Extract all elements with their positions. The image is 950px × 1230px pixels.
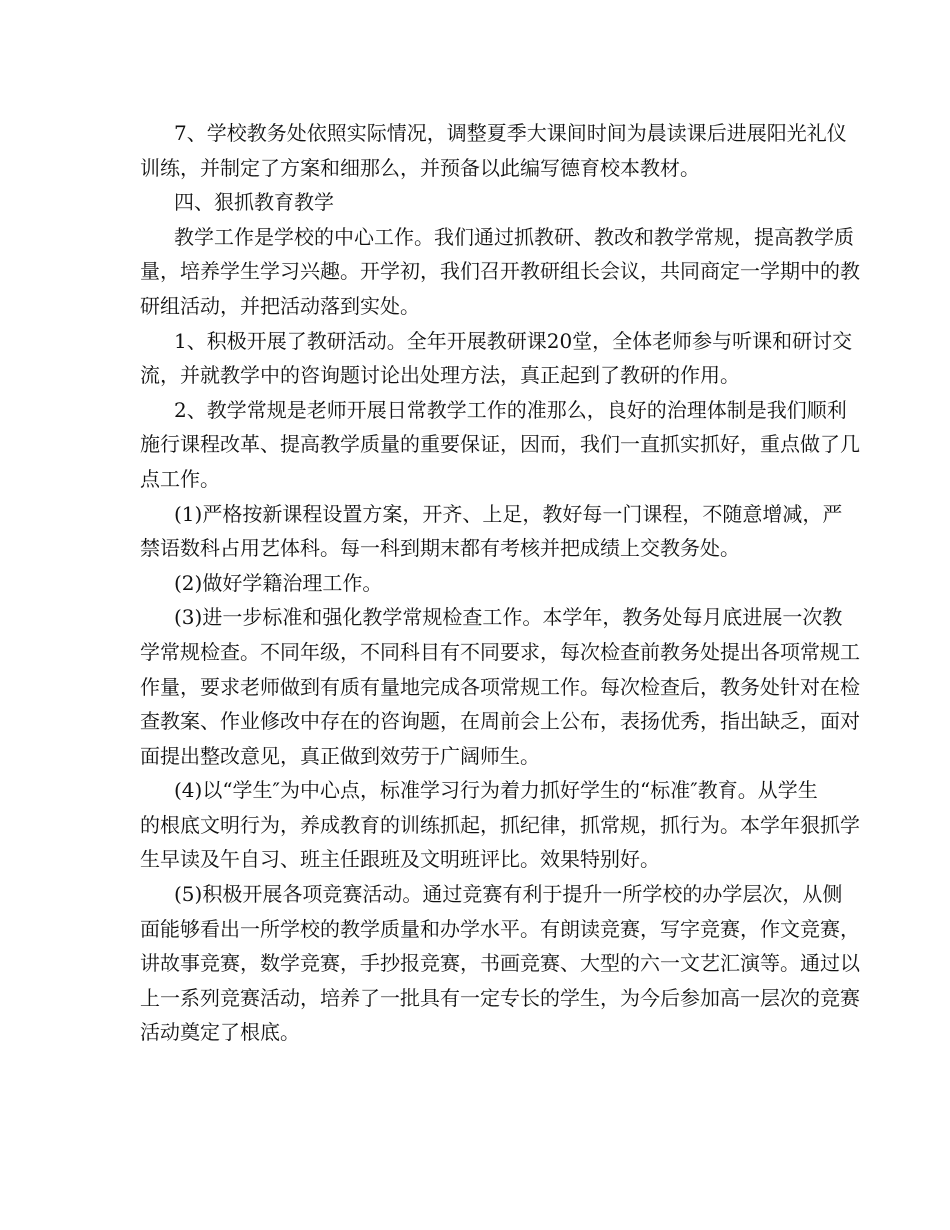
document-body [140, 116, 860, 1050]
paragraph-item-3 [140, 600, 860, 773]
text-line: (5)积极开展各项竞赛活动。通过竞赛有利于提升一所学校的办学层次，从侧 [174, 882, 843, 907]
text-line: (2)做好学籍治理工作。 [174, 570, 383, 595]
paragraph-item-2 [140, 566, 820, 601]
text-line: 施行课程改革、提高教学质量的重要保证，因而，我们一直抓实抓好，重点做了几 [140, 432, 860, 457]
text-line: 生早读及午自习、班主任跟班及文明班评比。效果特别好。 [140, 847, 660, 872]
text-line: 训练，并制定了方案和细那么，并预备以此编写德育校本教材。 [140, 155, 700, 180]
text-line: 作量，要求老师做到有质有量地完成各项常规工作。每次检查后，教务处针对在检 [140, 674, 860, 699]
text-line: 查教案、作业修改中存在的咨询题，在周前会上公布，表扬优秀，指出缺乏，面对 [140, 709, 860, 734]
text-line: 活动奠定了根底。 [140, 1020, 300, 1045]
text-line: 2、教学常规是老师开展日常教学工作的准那么，良好的治理体制是我们顺利 [174, 397, 847, 422]
text-line: 研组活动，并把活动落到实处。 [140, 293, 420, 318]
text-line: 面提出整改意见，真正做到效劳于广阔师生。 [140, 743, 540, 768]
paragraph-item-4 [140, 773, 860, 877]
text-line: (1)严格按新课程设置方案，开齐、上足，教好每一门课程，不随意增减，严 [174, 501, 843, 526]
text-line: 四、狠抓教育教学 [174, 190, 334, 215]
text-line: 的根底文明行为，养成教育的训练抓起，抓纪律，抓常规，抓行为。本学年狠抓学 [140, 812, 860, 837]
text-line: 面能够看出一所学校的教学质量和办学水平。有朗读竞赛，写字竞赛，作文竞赛， [140, 916, 860, 941]
text-line: 学常规检查。不同年级，不同科目有不同要求，每次检查前教务处提出各项常规工 [140, 639, 860, 664]
text-line: 1、积极开展了教研活动。全年开展教研课20堂，全体老师参与听课和研讨交 [174, 328, 853, 353]
text-line: 禁语数科占用艺体科。每一科到期末都有考核并把成绩上交教务处。 [140, 536, 740, 561]
text-line: 点工作。 [140, 466, 220, 491]
text-line: 7、学校教务处依照实际情况，调整夏季大课间时间为晨读课后进展阳光礼仪 [174, 121, 847, 145]
text-line: 上一系列竞赛活动，培养了一批具有一定专长的学生，为今后参加高一层次的竞赛 [140, 985, 860, 1010]
section-heading-4 [140, 185, 820, 220]
text-line: (4)以“学生″为中心点，标准学习行为着力抓好学生的“标准″教育。从学生 [174, 778, 818, 803]
paragraph-7 [140, 116, 847, 185]
text-line: (3)进一步标准和强化教学常规检查工作。本学年，教务处每月底进展一次教 [174, 605, 843, 630]
text-line: 教学工作是学校的中心工作。我们通过抓教研、教改和教学常规，提高教学质 [174, 224, 854, 249]
text-line: 讲故事竞赛，数学竞赛，手抄报竞赛，书画竞赛、大型的六一文艺汇演等。通过以 [140, 951, 860, 976]
paragraph-teaching-intro [140, 220, 860, 324]
text-line: 流，并就教学中的咨询题讨论出处理方法，真正起到了教研的作用。 [140, 363, 740, 388]
paragraph-2 [140, 393, 860, 497]
paragraph-item-1 [140, 497, 843, 566]
paragraph-item-5 [140, 877, 860, 1050]
text-line: 量，培养学生学习兴趣。开学初，我们召开教研组长会议，共同商定一学期中的教 [140, 259, 860, 284]
paragraph-1 [140, 324, 853, 393]
